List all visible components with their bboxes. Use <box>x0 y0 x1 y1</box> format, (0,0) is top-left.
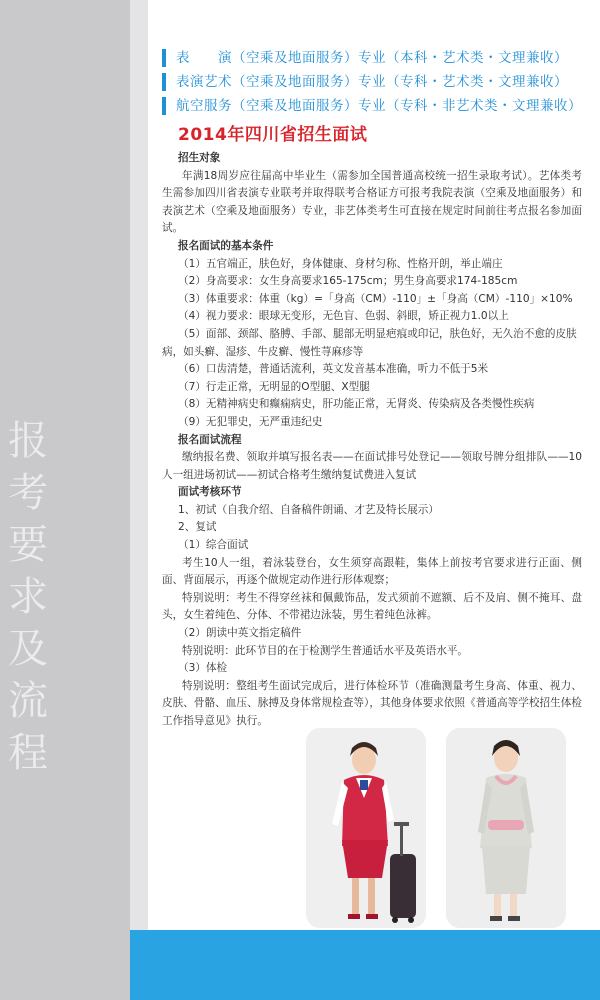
section-heading: 招生对象 <box>178 152 221 164</box>
photo-attendant-red-uniform <box>306 728 426 928</box>
attendant-red-illustration <box>306 728 426 928</box>
major-label: 表 演（空乘及地面服务）专业（本科・艺术类・文理兼收） <box>176 50 568 66</box>
condition-item: （1）五官端正，肤色好，身体健康、身材匀称、性格开朗，举止端庄 <box>178 257 503 270</box>
substep-title: （3）体检 <box>178 662 228 675</box>
left-sidebar-inner-stripe <box>130 0 148 1000</box>
bottom-blue-band <box>130 930 600 1000</box>
condition-item: （3）体重要求：体重（kg）=「身高（CM）-110」±「身高（CM）-110」×10% <box>178 292 573 305</box>
special-note: 特别说明：此环节目的在于检测学生普通话水平及英语水平。 <box>182 644 469 657</box>
section-heading: 面试考核环节 <box>178 486 242 499</box>
section-paragraph: 缴纳报名费、领取并填写报名表——在面试排号处登记——领取号牌分组排队——10人一组进场初试——初试合格考生缴纳复试费进入复试 <box>162 451 582 481</box>
condition-item: （2）身高要求：女生身高要求165-175cm；男生身高要求174-185cm <box>178 275 518 288</box>
vertical-title-char: 考 <box>8 470 48 516</box>
special-note: 特别说明：考生不得穿丝袜和佩戴饰品，发式须前不遮额、后不及肩、侧不掩耳、盘头，女生着纯色、分体、不带裙边泳装，男生着纯色泳裤。 <box>162 591 582 622</box>
vertical-title-char: 流 <box>8 678 48 724</box>
major-item <box>162 46 582 70</box>
substep-text: 考生10人一组，着泳装登台，女生须穿高跟鞋，集体上前按考官要求进行正面、侧面、背面展示，再逐个做规定动作进行形体观察； <box>162 556 582 587</box>
vertical-title-char: 程 <box>8 730 48 776</box>
major-label: 表演艺术（空乘及地面服务）专业（专科・艺术类・文理兼收） <box>176 74 568 90</box>
substep-title: （1）综合面试 <box>178 539 249 552</box>
condition-item: （6）口齿清楚，普通话流利，英文发音基本准确，听力不低于5米 <box>178 363 489 376</box>
section-heading: 报名面试流程 <box>178 433 242 446</box>
major-item <box>162 70 582 94</box>
bullet-bar-icon <box>162 73 166 91</box>
bullet-bar-icon <box>162 49 166 67</box>
attendant-light-illustration <box>446 728 566 928</box>
vertical-section-title <box>8 415 48 779</box>
major-label: 航空服务（空乘及地面服务）专业（专科・非艺术类・文理兼收） <box>176 98 582 114</box>
section-paragraph: 年满18周岁应往届高中毕业生（需参加全国普通高校统一招生录取考试）。艺体类考生需参加四川省表演专业联考并取得联考合格证方可报考我院表演（空乘及地面服务）和表演艺术（空乘及地面服务）专业，非艺体类考生可直接在规定时间前往考点报名参加面试。 <box>162 169 582 235</box>
vertical-title-char: 报 <box>8 418 48 464</box>
page-title: 2014年四川省招生面试 <box>178 125 368 145</box>
main-content <box>162 150 582 731</box>
vertical-title-char: 求 <box>8 574 48 620</box>
special-note: 特别说明：整组考生面试完成后，进行体检环节（准确测量考生身高、体重、视力、皮肤、骨骼、血压、脉搏及身体常规检查等），其他身体要求依照《普通高等学校招生体检工作指导意见》执行。 <box>162 679 582 727</box>
condition-item: （5）面部、颈部、胳膊、手部、腿部无明显疤痕或印记，肤色好，无久治不愈的皮肤病，如头癣、湿疹、牛皮癣、慢性荨麻疹等 <box>162 327 577 358</box>
bullet-bar-icon <box>162 97 166 115</box>
condition-item: （7）行走正常，无明显的O型腿、X型腿 <box>178 380 370 393</box>
vertical-title-char: 要 <box>8 522 48 568</box>
substep-title: （2）朗读中英文指定稿件 <box>178 627 302 640</box>
step-item: 2、复试 <box>178 521 217 534</box>
vertical-title-char: 及 <box>8 626 48 672</box>
condition-item: （4）视力要求：眼球无变形，无色盲、色弱、斜眼，矫正视力1.0以上 <box>178 310 509 323</box>
section-heading: 报名面试的基本条件 <box>178 239 274 252</box>
condition-item: （8）无精神病史和癫痫病史，肝功能正常，无肾炎、传染病及各类慢性疾病 <box>178 398 535 411</box>
major-item <box>162 94 582 118</box>
step-item: 1、初试（自我介绍、自备稿件朗诵、才艺及特长展示） <box>178 503 439 516</box>
major-list <box>162 46 582 118</box>
photo-attendant-light-dress <box>446 728 566 928</box>
condition-item: （9）无犯罪史，无严重违纪史 <box>178 415 323 428</box>
